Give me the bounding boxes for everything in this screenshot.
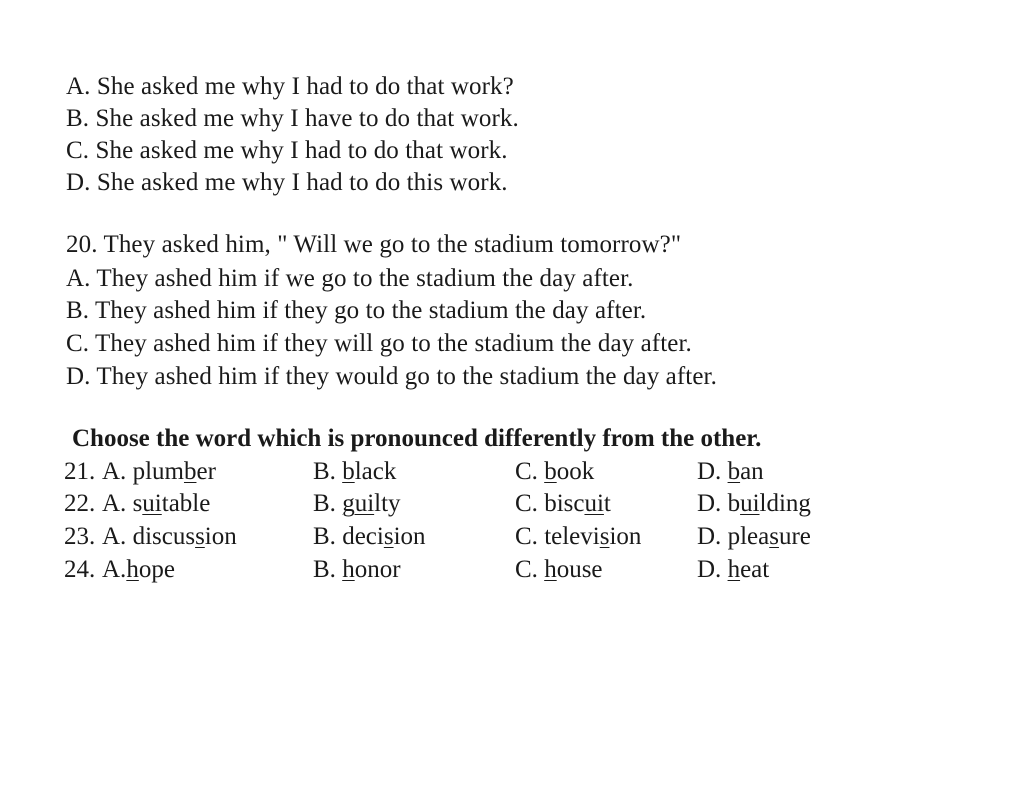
question-number: 23. (64, 523, 96, 550)
option-d: D. pleasure (697, 523, 811, 550)
option-b: B. guilty (313, 490, 401, 517)
question-row-21 (64, 456, 884, 488)
question-row-22 (64, 488, 884, 520)
question-row-23 (64, 521, 884, 553)
question-number: 24. (64, 556, 96, 583)
q19-option-d: D. She asked me why I had to do this work. (66, 169, 508, 196)
option-c: C. house (515, 556, 603, 583)
question-number: 21. (64, 458, 96, 485)
option-a: A.hope (102, 556, 175, 583)
option-c: C. biscuit (515, 490, 611, 517)
q20-option-d: D. They ashed him if they would go to the stadium the day after. (66, 363, 717, 390)
question-number: 22. (64, 490, 96, 517)
question-row-24 (64, 554, 884, 586)
section-heading: Choose the word which is pronounced differently from the other. (72, 425, 762, 452)
q20-option-c: C. They ashed him if they will go to the stadium the day after. (66, 330, 692, 357)
option-c: C. book (515, 458, 595, 485)
option-b: B. decision (313, 523, 426, 550)
q19-option-b: B. She asked me why I have to do that work. (66, 105, 519, 132)
option-d: D. heat (697, 556, 770, 583)
q20-option-b: B. They ashed him if they go to the stadium the day after. (66, 297, 647, 324)
option-d: D. ban (697, 458, 764, 485)
option-b: B. black (313, 458, 397, 485)
q19-option-a: A. She asked me why I had to do that work? (66, 73, 514, 100)
option-a: A. suitable (102, 490, 211, 517)
option-a: A. discussion (102, 523, 237, 550)
q20-stem: 20. They asked him, " Will we go to the stadium tomorrow?" (66, 231, 682, 258)
q19-option-c: C. She asked me why I had to do that work. (66, 137, 508, 164)
option-d: D. building (697, 490, 811, 517)
option-b: B. honor (313, 556, 401, 583)
option-c: C. television (515, 523, 642, 550)
q20-option-a: A. They ashed him if we go to the stadium the day after. (66, 265, 634, 292)
option-a: A. plumber (102, 458, 216, 485)
